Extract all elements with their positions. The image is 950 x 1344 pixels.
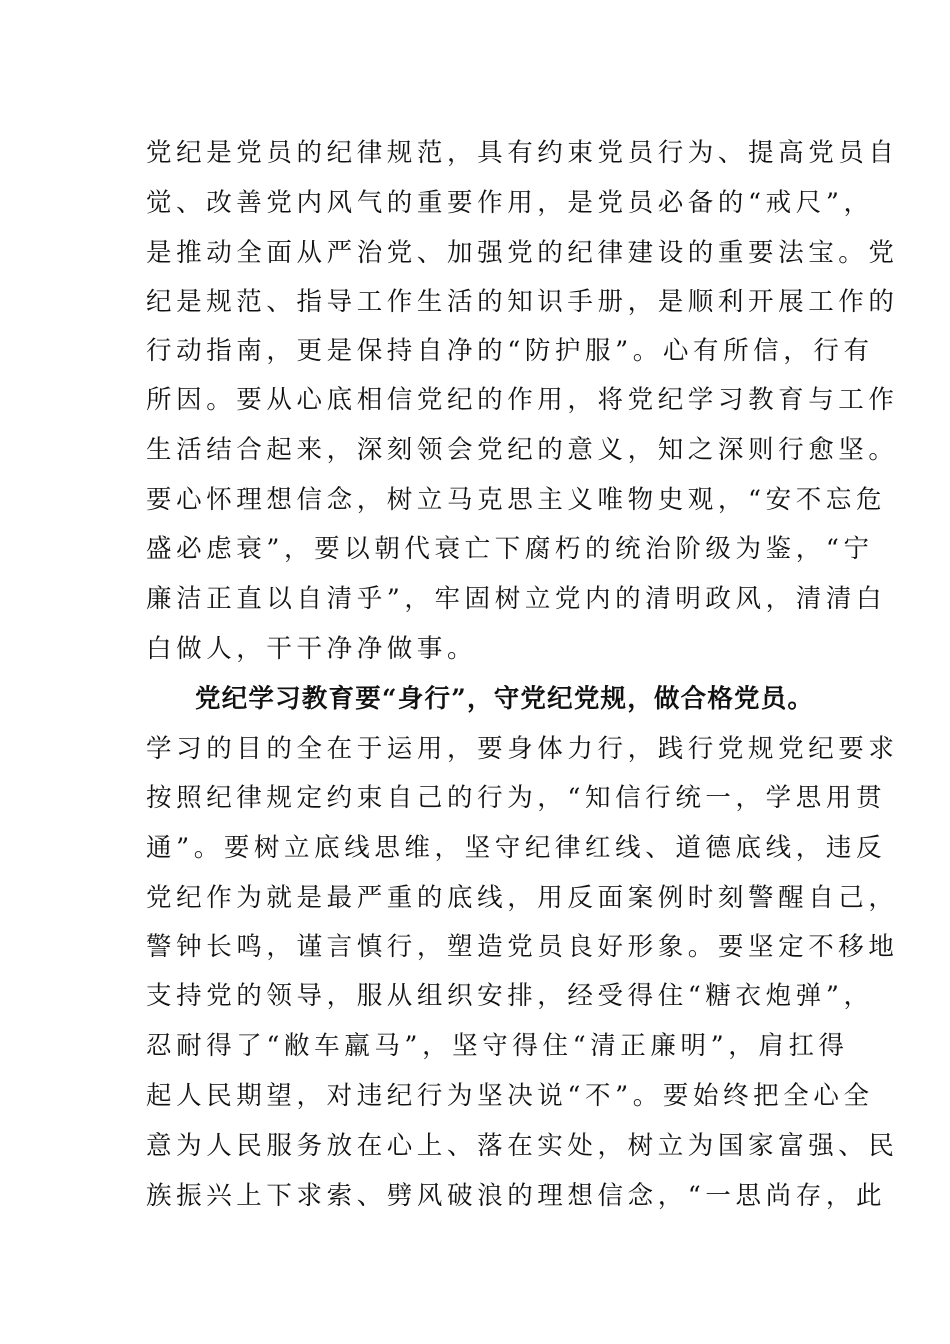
text-line: 觉、改善党内风气的重要作用，是党员必备的“戒尺”， bbox=[146, 188, 874, 218]
text-line: 生活结合起来，深刻领会党纪的意义，知之深则行愈坚。 bbox=[146, 435, 899, 465]
text-line: 忍耐得了“敝车羸马”，坚守得住“清正廉明”，肩扛得 bbox=[146, 1031, 849, 1061]
text-line: 警钟长鸣，谨言慎行，塑造党员良好形象。要坚定不移地 bbox=[146, 932, 899, 962]
text-line: 行动指南，更是保持自净的“防护服”。心有所信，行有 bbox=[146, 336, 874, 366]
text-line: 起人民期望，对违纪行为坚决说“不”。要始终把全心全 bbox=[146, 1081, 874, 1111]
text-line: 所因。要从心底相信党纪的作用，将党纪学习教育与工作 bbox=[146, 385, 899, 415]
text-line: 通”。要树立底线思维，坚守纪律红线、道德底线，违反 bbox=[146, 833, 887, 863]
text-line: 意为人民服务放在心上、落在实处，树立为国家富强、民 bbox=[146, 1131, 899, 1161]
text-line: 党纪作为就是最严重的底线，用反面案例时刻警醒自己， bbox=[146, 883, 899, 913]
text-line: 按照纪律规定约束自己的行为，“知信行统一，学思用贯 bbox=[146, 783, 887, 813]
text-line: 盛必虑衰”，要以朝代衰亡下腐朽的统治阶级为鉴，“宁 bbox=[146, 534, 874, 564]
text-line: 廉洁正直以自清乎”，牢固树立党内的清明政风，清清白 bbox=[146, 584, 887, 614]
section-heading: 党纪学习教育要“身行”，守党纪党规，做合格党员。 bbox=[195, 684, 815, 714]
text-line: 学习的目的全在于运用，要身体力行，践行党规党纪要求 bbox=[146, 734, 899, 764]
text-line: 支持党的领导，服从组织安排，经受得住“糖衣炮弹”， bbox=[146, 981, 874, 1011]
text-line: 党纪是党员的纪律规范，具有约束党员行为、提高党员自 bbox=[146, 138, 899, 168]
text-line: 白做人，干干净净做事。 bbox=[146, 634, 478, 664]
text-line: 要心怀理想信念，树立马克思主义唯物史观，“安不忘危 bbox=[146, 485, 887, 515]
text-line: 是推动全面从严治党、加强党的纪律建设的重要法宝。党 bbox=[146, 238, 899, 268]
text-line: 纪是规范、指导工作生活的知识手册，是顺利开展工作的 bbox=[146, 287, 899, 317]
text-line: 族振兴上下求索、劈风破浪的理想信念，“一思尚存，此 bbox=[146, 1181, 887, 1211]
